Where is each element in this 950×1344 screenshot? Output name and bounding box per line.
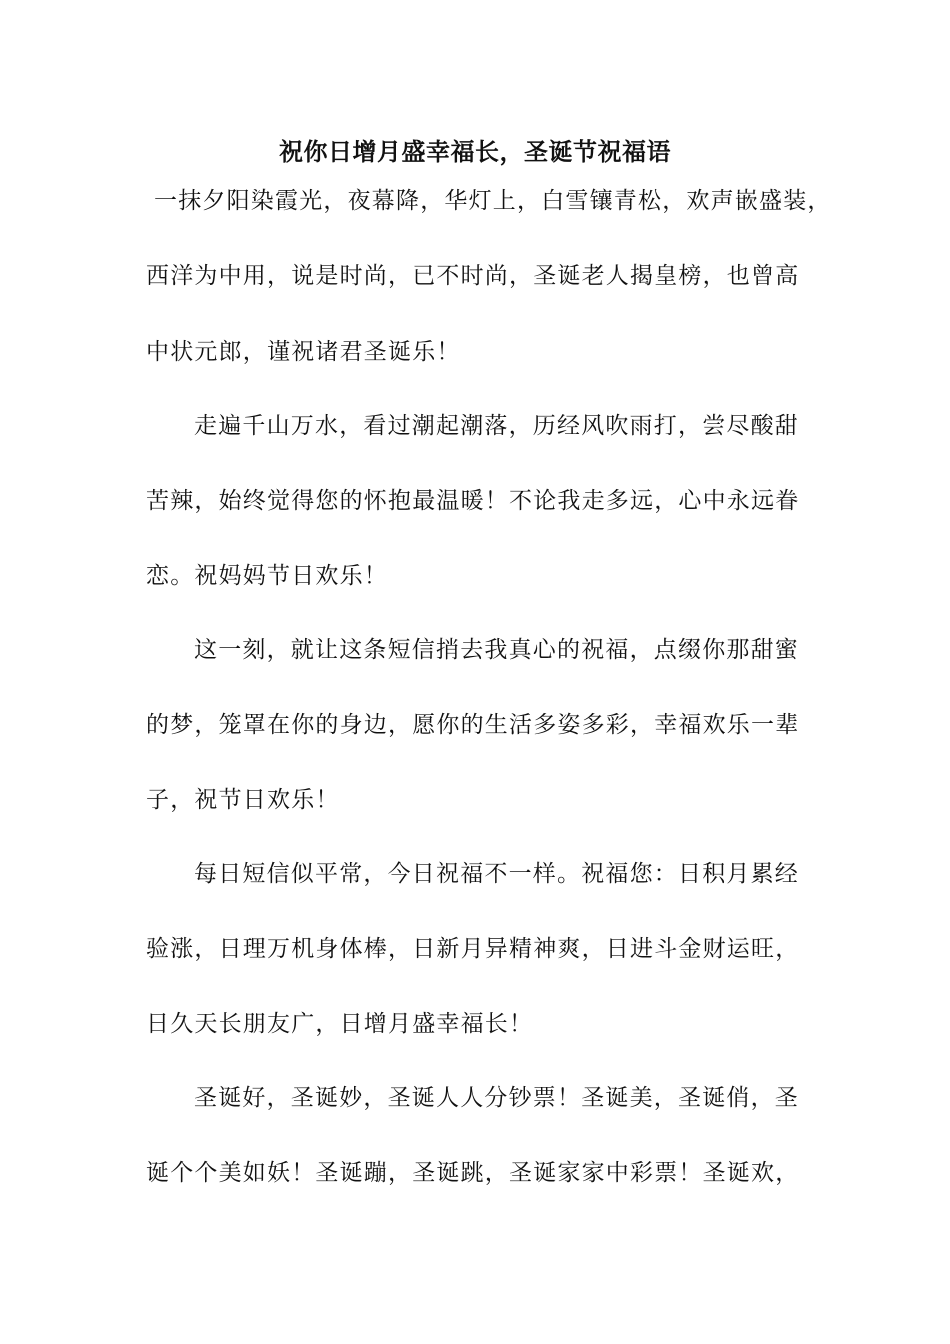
paragraph-line: 日久天长朋友广，日增月盛幸福长！ bbox=[146, 1011, 534, 1037]
paragraph-line: 一抹夕阳染霞光，夜幕降，华灯上，白雪镶青松，欢声嵌盛装， bbox=[154, 188, 832, 214]
document-title: 祝你日增月盛幸福长，圣诞节祝福语 bbox=[279, 137, 671, 166]
paragraph-line: 西洋为中用，说是时尚，已不时尚，圣诞老人揭皇榜，也曾高 bbox=[146, 263, 800, 289]
paragraph-line: 的梦，笼罩在你的身边，愿你的生活多姿多彩，幸福欢乐一辈 bbox=[146, 712, 800, 738]
paragraph-line: 中状元郎，谨祝诸君圣诞乐！ bbox=[146, 339, 461, 365]
paragraph-line: 诞个个美如妖！圣诞蹦，圣诞跳，圣诞家家中彩票！圣诞欢， bbox=[146, 1160, 800, 1186]
paragraph-line: 验涨，日理万机身体棒，日新月异精神爽，日进斗金财运旺， bbox=[146, 936, 800, 962]
paragraph-line: 走遍千山万水，看过潮起潮落，历经风吹雨打，尝尽酸甜 bbox=[194, 413, 799, 439]
paragraph-line: 每日短信似平常，今日祝福不一样。祝福您：日积月累经 bbox=[194, 861, 799, 887]
paragraph-line: 苦辣，始终觉得您的怀抱最温暖！不论我走多远，心中永远眷 bbox=[146, 488, 800, 514]
paragraph-line: 这一刻，就让这条短信捎去我真心的祝福，点缀你那甜蜜 bbox=[194, 637, 799, 663]
paragraph-line: 恋。祝妈妈节日欢乐！ bbox=[146, 563, 388, 589]
paragraph-line: 圣诞好，圣诞妙，圣诞人人分钞票！圣诞美，圣诞俏，圣 bbox=[194, 1085, 799, 1111]
paragraph-line: 子，祝节日欢乐！ bbox=[146, 787, 340, 813]
